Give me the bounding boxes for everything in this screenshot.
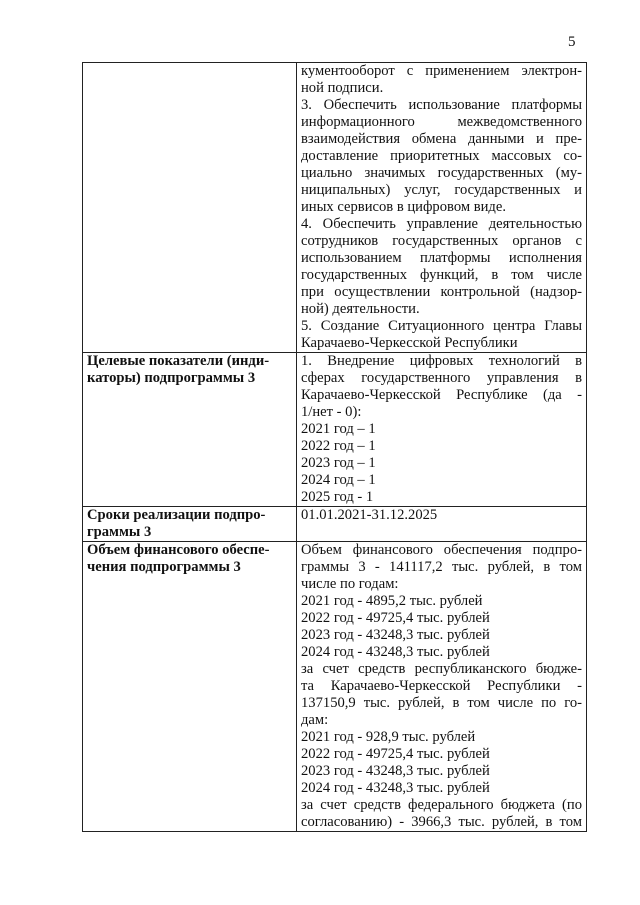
row-label-line: Объем финансового обеспе- <box>87 542 270 558</box>
row-content-line: циально значимых государственных (му- <box>301 165 582 181</box>
row-content-line: 2024 год – 1 <box>301 472 376 488</box>
row-content-line: 1/нет - 0): <box>301 404 362 420</box>
row-content-line: сферах государственного управления в <box>301 370 582 386</box>
row-content-line: 2022 год - 49725,4 тыс. рублей <box>301 746 490 762</box>
row-content-line: информационного межведомственного <box>301 114 582 130</box>
row-content-line: при осуществлении контрольной (надзор- <box>301 284 582 300</box>
row-label-cell <box>83 507 297 542</box>
row-content-line: 2021 год – 1 <box>301 421 376 437</box>
row-content-line: ной) деятельности. <box>301 301 420 317</box>
row-label-line: граммы 3 <box>87 524 152 540</box>
row-content-line: числе по годам: <box>301 576 399 592</box>
row-label-cell <box>83 353 297 507</box>
row-content-line: граммы 3 - 141117,2 тыс. рублей, в том <box>301 559 582 575</box>
row-content-line: ной подписи. <box>301 80 384 96</box>
row-content-cell <box>297 507 587 542</box>
table-row <box>83 507 587 542</box>
row-content-line: дам: <box>301 712 329 728</box>
row-content-line: 2022 год – 1 <box>301 438 376 454</box>
row-content-line: 2023 год - 43248,3 тыс. рублей <box>301 627 490 643</box>
row-content-line: 2021 год - 928,9 тыс. рублей <box>301 729 476 745</box>
table-row <box>83 542 587 832</box>
row-content-line: 2022 год - 49725,4 тыс. рублей <box>301 610 490 626</box>
row-label-line: каторы) подпрограммы 3 <box>87 370 256 386</box>
row-label-line: чения подпрограммы 3 <box>87 559 241 575</box>
row-content-line: согласованию) - 3966,3 тыс. рублей, в том <box>301 814 582 830</box>
row-content-line: иных сервисов в цифровом виде. <box>301 199 506 215</box>
row-content-line: за счет средств федерального бюджета (по <box>301 797 582 813</box>
row-label-cell <box>83 63 297 353</box>
page-number: 5 <box>568 34 576 50</box>
row-content-line: государственных функций, в том числе <box>301 267 582 283</box>
row-content-line: 2023 год – 1 <box>301 455 376 471</box>
row-content-line: за счет средств республиканского бюдже- <box>301 661 582 677</box>
row-content-line: 2025 год - 1 <box>301 489 374 505</box>
row-content-line: сотрудников государственных органов с <box>301 233 582 249</box>
row-content-cell <box>297 542 587 832</box>
row-label-cell <box>83 542 297 832</box>
row-content-line: 2023 год - 43248,3 тыс. рублей <box>301 763 490 779</box>
row-content-line: взаимодействия обмена данными и пре- <box>301 131 582 147</box>
row-content-line: 5. Создание Ситуационного центра Главы <box>301 318 582 334</box>
row-content-line: та Карачаево-Черкесской Республики - <box>301 678 582 694</box>
table-row <box>83 63 587 353</box>
row-content-line: Карачаево-Черкесской Республики <box>301 335 518 351</box>
row-content-line: 137150,9 тыс. рублей, в том числе по го- <box>301 695 582 711</box>
row-content-line: 01.01.2021-31.12.2025 <box>301 507 438 523</box>
table-row <box>83 353 587 507</box>
row-content-line: доставление приоритетных массовых со- <box>301 148 582 164</box>
row-label-line: Целевые показатели (инди- <box>87 353 270 369</box>
row-content-line: использованием платформы исполнения <box>301 250 582 266</box>
row-content-line: 2021 год - 4895,2 тыс. рублей <box>301 593 483 609</box>
row-content-line: кументооборот с применением электрон- <box>301 63 582 79</box>
row-content-line: ниципальных) услуг, государственных и <box>301 182 582 198</box>
row-content-line: 1. Внедрение цифровых технологий в <box>301 353 582 369</box>
row-content-line: 3. Обеспечить использование платформы <box>301 97 582 113</box>
row-content-cell <box>297 353 587 507</box>
passport-table <box>82 62 587 832</box>
row-content-line: Карачаево-Черкесской Республике (да - <box>301 387 582 403</box>
row-content-line: 2024 год - 43248,3 тыс. рублей <box>301 780 490 796</box>
row-content-line: Объем финансового обеспечения подпро- <box>301 542 582 558</box>
row-content-cell <box>297 63 587 353</box>
row-label-line: Сроки реализации подпро- <box>87 507 266 523</box>
row-content-line: 4. Обеспечить управление деятельностью <box>301 216 582 232</box>
row-content-line: 2024 год - 43248,3 тыс. рублей <box>301 644 490 660</box>
